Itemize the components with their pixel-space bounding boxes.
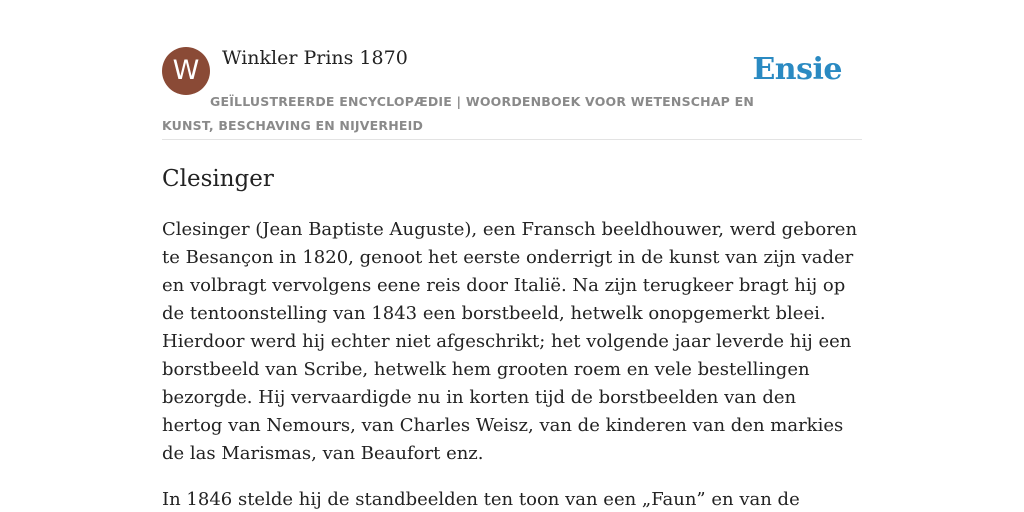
article-body [162,216,862,512]
article-title: Clesinger [162,166,274,192]
source-header [162,46,862,140]
article-paragraph: Clesinger (Jean Baptiste Auguste), een Fransch beeldhouwer, werd geboren te Besançon in 1820, genoot het eerste onderrigt in de kunst van zijn vader en volbragt vervolgens eene reis door Italië. Na zijn terugkeer bragt hij op de tentoonstelling van 1843 een borstbeeld, hetwelk onopgemerkt bleei. Hierdoor werd hij echter niet afgeschrikt; het volgende jaar leverde hij een borstbeeld van Scribe, hetwelk hem grooten roem en vele bestellingen bezorgde. Hij vervaardigde nu in korten tijd de borstbeelden van den hertog van Nemours, van Charles Weisz, van de kinderen van den markies de las Marismas, van Beaufort enz. [162,219,858,464]
source-avatar[interactable]: W [162,47,210,95]
article-paragraph: In 1846 stelde hij de standbeelden ten toon van een „Faun” en van de [162,489,800,510]
source-subtitle: GEÏLLUSTREERDE ENCYCLOPÆDIE | WOORDENBOEK VOOR WETENSCHAP EN KUNST, BESCHAVING EN NIJVERHEID [162,94,755,133]
source-title[interactable]: Winkler Prins 1870 [222,47,408,69]
brand-logo[interactable]: Ensie [752,52,842,87]
